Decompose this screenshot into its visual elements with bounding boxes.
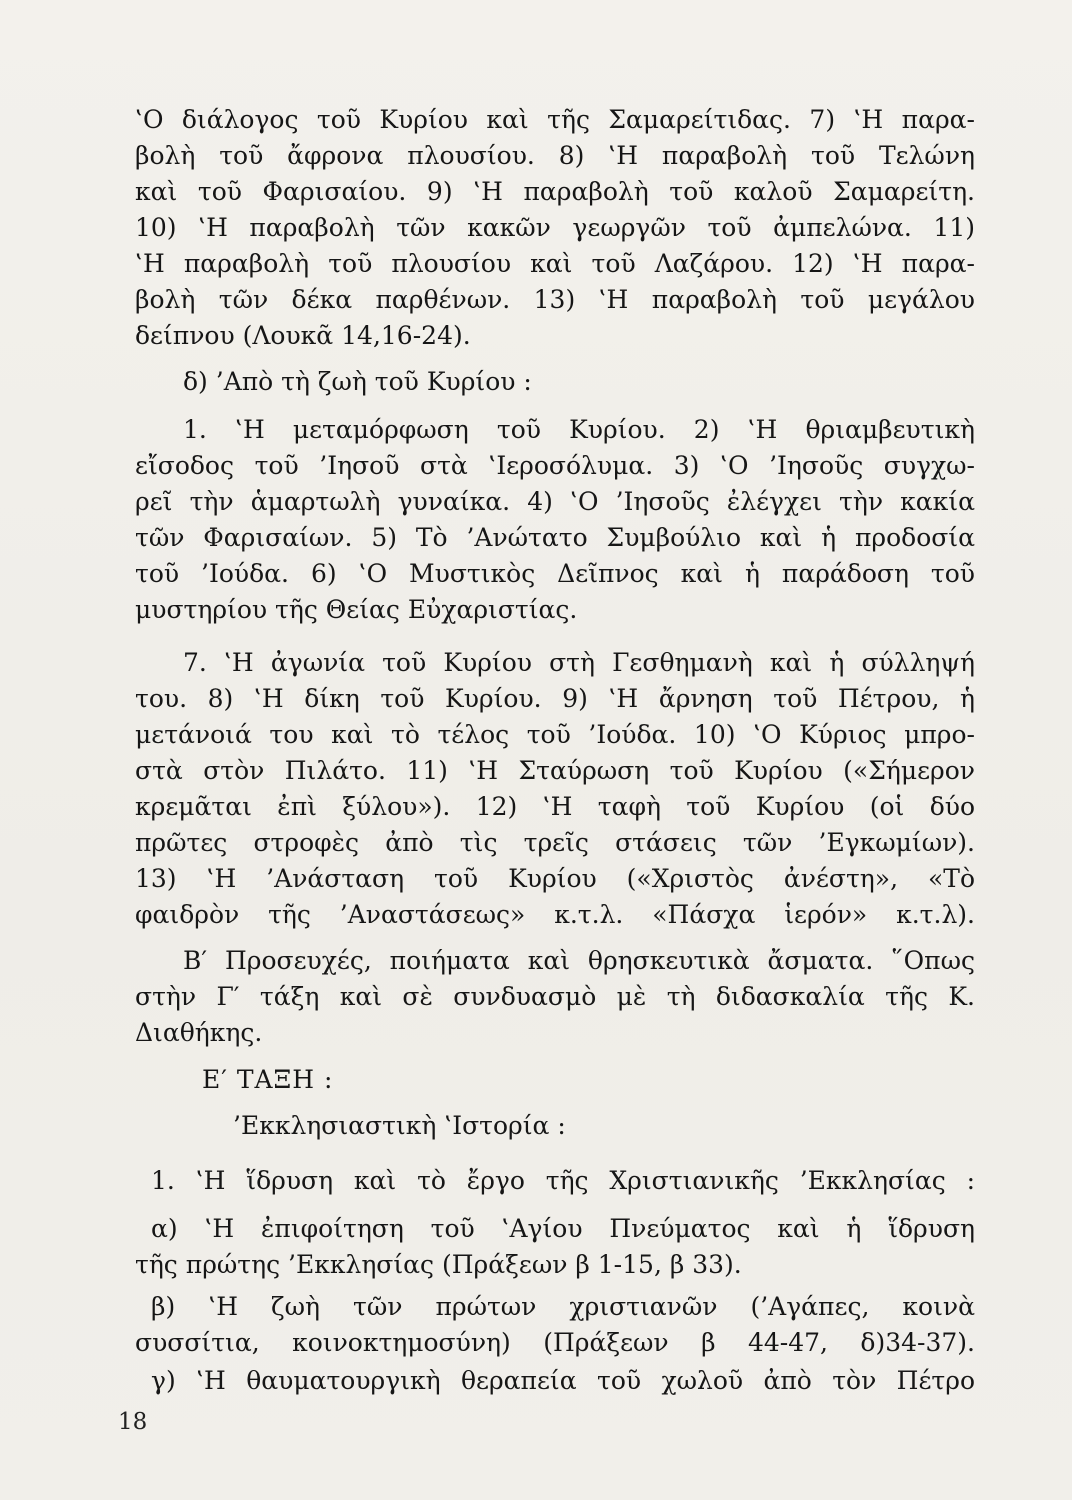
text-line-33: γ) ‛Η θαυματουργικὴ θεραπεία τοῦ χωλοῦ ἀπὸ τὸν Πέτρο bbox=[151, 1366, 975, 1395]
text-line-1: ‛Ο διάλογος τοῦ Κυρίου καὶ τῆς Σαμαρείτιδας. 7) ‛Η παρα- bbox=[135, 105, 975, 134]
text-line-17: μετάνοιά του καὶ τὸ τέλος τοῦ ’Ιούδα. 10) ‛Ο Κύριος μπρο- bbox=[135, 720, 975, 749]
text-line-25: Διαθήκης. bbox=[135, 1018, 263, 1047]
text-line-2: βολὴ τοῦ ἄφρονα πλουσίου. 8) ‛Η παραβολὴ τοῦ Τελώνη bbox=[135, 141, 975, 170]
text-line-22: φαιδρὸν τῆς ’Αναστάσεως» κ.τ.λ. «Πάσχα ἱερόν» κ.τ.λ). bbox=[135, 900, 975, 929]
text-line-7: δείπνου (Λουκᾶ 14,16-24). bbox=[135, 321, 471, 350]
text-line-14: μυστηρίου τῆς Θείας Εὐχαριστίας. bbox=[135, 595, 578, 624]
text-line-9: 1. ‛Η μεταμόρφωση τοῦ Κυρίου. 2) ‛Η θριαμβευτικὴ bbox=[183, 415, 975, 444]
text-line-29: α) ‛Η ἐπιφοίτηση τοῦ ‛Αγίου Πνεύματος καὶ ἡ ἵδρυση bbox=[151, 1214, 975, 1243]
text-line-32: συσσίτια, κοινοκτημοσύνη) (Πράξεων β 44-47, δ)34-37). bbox=[135, 1328, 975, 1357]
text-line-3: καὶ τοῦ Φαρισαίου. 9) ‛Η παραβολὴ τοῦ καλοῦ Σαμαρείτη. bbox=[135, 177, 975, 206]
text-line-4: 10) ‛Η παραβολὴ τῶν κακῶν γεωργῶν τοῦ ἀμπελώνα. 11) bbox=[135, 213, 975, 242]
text-line-24: στὴν Γ′ τάξη καὶ σὲ συνδυασμὸ μὲ τὴ διδασκαλία τῆς Κ. bbox=[135, 982, 975, 1011]
text-line-23: Β′ Προσευχές, ποιήματα καὶ θρησκευτικὰ ἄσματα. ῞Οπως bbox=[183, 946, 975, 975]
text-line-28: 1. ‛Η ἵδρυση καὶ τὸ ἔργο τῆς Χριστιανικῆς ’Εκκλησίας : bbox=[151, 1166, 975, 1195]
text-line-18: στὰ στὸν Πιλάτο. 11) ‛Η Σταύρωση τοῦ Κυρίου («Σήμερον bbox=[135, 756, 975, 785]
text-line-15: 7. ‛Η ἀγωνία τοῦ Κυρίου στὴ Γεσθημανὴ καὶ ἡ σύλληψή bbox=[183, 648, 975, 677]
text-line-6: βολὴ τῶν δέκα παρθένων. 13) ‛Η παραβολὴ τοῦ μεγάλου bbox=[135, 285, 975, 314]
text-line-31: β) ‛Η ζωὴ τῶν πρώτων χριστιανῶν (’Αγάπες, κοινὰ bbox=[151, 1292, 975, 1321]
text-line-11: ρεῖ τὴν ἁμαρτωλὴ γυναίκα. 4) ‛Ο ’Ιησοῦς ἐλέγχει τὴν κακία bbox=[135, 487, 975, 516]
section-delta-heading: δ) ’Απὸ τὴ ζωὴ τοῦ Κυρίου : bbox=[183, 367, 532, 396]
text-line-16: του. 8) ‛Η δίκη τοῦ Κυρίου. 9) ‛Η ἄρνηση τοῦ Πέτρου, ἡ bbox=[135, 684, 975, 713]
text-line-12: τῶν Φαρισαίων. 5) Τὸ ’Ανώτατο Συμβούλιο καὶ ἡ προδοσία bbox=[135, 523, 975, 552]
text-line-13: τοῦ ’Ιούδα. 6) ‛Ο Μυστικὸς Δεῖπνος καὶ ἡ παράδοση τοῦ bbox=[135, 559, 975, 588]
text-line-19: κρεμᾶται ἐπὶ ξύλου»). 12) ‛Η ταφὴ τοῦ Κυρίου (οἱ δύο bbox=[135, 792, 975, 821]
text-line-21: 13) ‛Η ’Ανάσταση τοῦ Κυρίου («Χριστὸς ἀνέστη», «Τὸ bbox=[135, 864, 975, 893]
text-line-20: πρῶτες στροφὲς ἀπὸ τὶς τρεῖς στάσεις τῶν ’Εγκωμίων). bbox=[135, 828, 975, 857]
page-number: 18 bbox=[118, 1409, 148, 1435]
text-line-5: ‛Η παραβολὴ τοῦ πλουσίου καὶ τοῦ Λαζάρου. 12) ‛Η παρα- bbox=[135, 249, 975, 278]
text-line-10: εἴσοδος τοῦ ’Ιησοῦ στὰ ‛Ιεροσόλυμα. 3) ‛Ο ’Ιησοῦς συγχω- bbox=[135, 451, 975, 480]
text-line-30: τῆς πρώτης ’Εκκλησίας (Πράξεων β 1-15, β 33). bbox=[135, 1250, 742, 1279]
class-e-heading: Ε′ ΤΑΞΗ : bbox=[202, 1065, 334, 1094]
church-history-heading: ’Εκκλησιαστικὴ ‛Ιστορία : bbox=[233, 1111, 566, 1140]
